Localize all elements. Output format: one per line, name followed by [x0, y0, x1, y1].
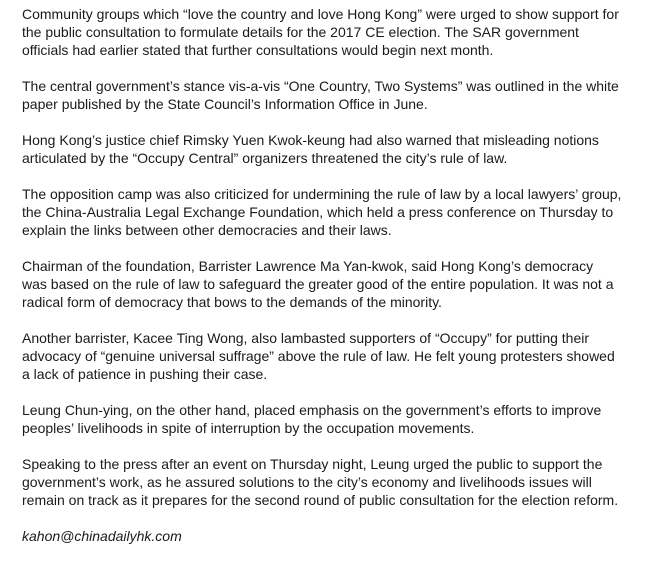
paragraph-5 — [22, 257, 634, 311]
paragraph-line: government’s work, as he assured solutions to the city’s economy and livelihoods issues will — [22, 474, 592, 490]
paragraph-line: advocacy of “genuine universal suffrage” above the rule of law. He felt young protesters showed — [22, 348, 615, 364]
paragraph-line: peoples’ livelihoods in spite of interruption by the occupation movements. — [22, 420, 475, 436]
paragraph-line: a lack of patience in pushing their case. — [22, 366, 268, 382]
paragraph-line: Another barrister, Kacee Ting Wong, also lambasted supporters of “Occupy” for putting their — [22, 330, 590, 346]
paragraph-line: articulated by the “Occupy Central” organizers threatened the city’s rule of law. — [22, 150, 508, 166]
paragraph-6 — [22, 329, 634, 383]
article-body — [22, 5, 634, 563]
paragraph-line: Speaking to the press after an event on Thursday night, Leung urged the public to support the — [22, 456, 603, 472]
paragraph-line: Leung Chun-ying, on the other hand, placed emphasis on the government’s efforts to improve — [22, 402, 602, 418]
paragraph-line: explain the links between other democracies and their laws. — [22, 222, 392, 238]
paragraph-4 — [22, 185, 634, 239]
paragraph-line: paper published by the State Council’s Information Office in June. — [22, 96, 428, 112]
paragraph-line: Community groups which “love the country and love Hong Kong” were urged to show support for — [22, 6, 619, 22]
paragraph-line: The opposition camp was also criticized for undermining the rule of law by a local lawyers’ group, — [22, 186, 622, 202]
paragraph-line: Hong Kong’s justice chief Rimsky Yuen Kwok-keung had also warned that misleading notions — [22, 132, 599, 148]
paragraph-7 — [22, 401, 634, 437]
paragraph-line: the public consultation to formulate details for the 2017 CE election. The SAR government — [22, 24, 579, 40]
author-email: kahon@chinadailyhk.com — [22, 528, 182, 544]
paragraph-line: The central government’s stance vis-a-vis “One Country, Two Systems” was outlined in the white — [22, 78, 619, 94]
paragraph-line: officials had earlier stated that further consultations would begin next month. — [22, 42, 494, 58]
paragraph-1 — [22, 5, 634, 59]
paragraph-line: Chairman of the foundation, Barrister Lawrence Ma Yan-kwok, said Hong Kong’s democracy — [22, 258, 594, 274]
paragraph-line: the China-Australia Legal Exchange Foundation, which held a press conference on Thursday to — [22, 204, 614, 220]
paragraph-line: was based on the rule of law to safeguard the greater good of the entire population. It was not a — [22, 276, 614, 292]
paragraph-8 — [22, 455, 634, 509]
paragraph-2 — [22, 77, 634, 113]
paragraph-line: radical form of democracy that bows to the demands of the minority. — [22, 294, 442, 310]
paragraph-3 — [22, 131, 634, 167]
paragraph-line: remain on track as it prepares for the second round of public consultation for the election reform. — [22, 492, 619, 508]
